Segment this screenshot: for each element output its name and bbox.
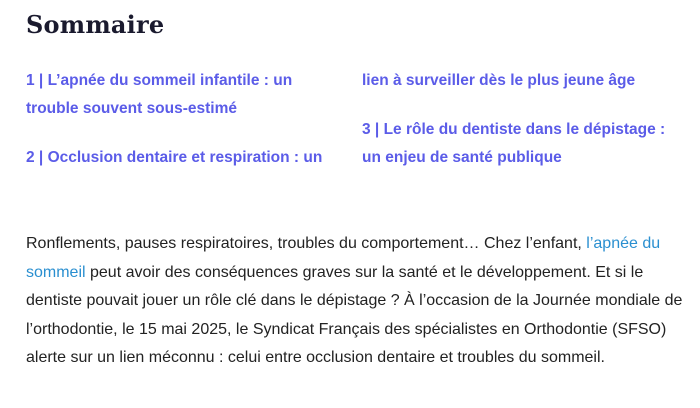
toc-item-2-line-2[interactable]: lien à surveiller dès le plus jeune âge [362, 72, 636, 89]
intro-text-after-link: peut avoir des conséquences graves sur la santé et le développement. Et si le dentiste pouvait jouer un rôle clé dans le dépistage ? À l’occasion de la Journée mondiale de l’orthodontie, le 15 mai 2025, le Syndicat Français des spécialistes en Orthodontie (SFSO) alerte sur un lien méconnu : celui entre occlusion dentaire et troubles du sommeil. [26, 263, 683, 366]
toc-item-1-line-1[interactable]: 1 | L’apnée du sommeil infantile : un [26, 72, 293, 89]
toc-item-3-line-1[interactable]: 3 | Le rôle du dentiste dans le dépistage : [362, 121, 666, 138]
intro-text-before-link: Ronflements, pauses respiratoires, troubles du comportement… Chez l’enfant, [26, 235, 587, 252]
summary-title: Sommaire [26, 10, 165, 39]
article-intro-paragraph [26, 230, 686, 373]
apnee-du-sommeil-link[interactable]: l’apnée du sommeil [26, 235, 661, 281]
toc-item-3-line-2[interactable]: un enjeu de santé publique [362, 149, 562, 166]
toc-item-1-line-2[interactable]: trouble souvent sous-estimé [26, 100, 238, 117]
toc-item-2-line-1[interactable]: 2 | Occlusion dentaire et respiration : un [26, 149, 323, 166]
